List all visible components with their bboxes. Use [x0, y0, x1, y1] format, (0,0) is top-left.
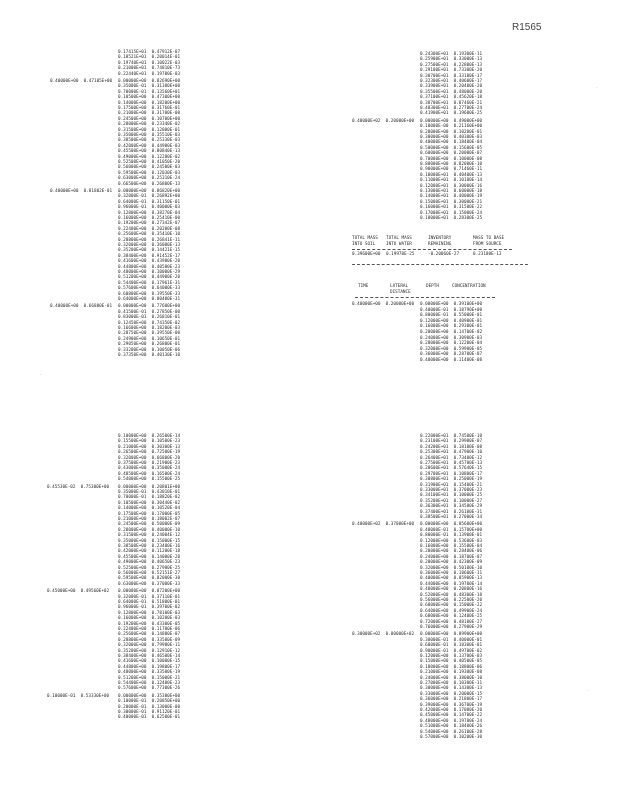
data-row: 0.36300E+01 0.34500E-29 [420, 504, 483, 510]
data-row: 0.32000E+00 0.36000E-13 [118, 243, 181, 248]
time-table-row: 0.20000E+00 0.14700E-02 [420, 330, 483, 335]
data-row: 0.57600E+00 0.64000E-33 [118, 286, 181, 292]
summary-value-inventory: -0.20060E-27 [428, 252, 460, 257]
data-row: 0.48500E+00 0.16500E-24 [118, 471, 181, 477]
data-row: 0.16000E+00 0.15500E-04 [420, 544, 483, 549]
data-row: 0.10000E-00 0.21160E+00 [420, 124, 483, 130]
data-row: 0.20000E-01 0.13000E-00 [118, 704, 181, 710]
data-row: 0.32000E+00 0.50100E-10 [420, 565, 483, 571]
data-row: 0.12800E+00 0.38270E-04 [118, 210, 181, 216]
data-row: 0.28600E+01 0.57640E-15 [420, 466, 483, 472]
block-label: 0.40000E+00 0.66880E-01 [50, 304, 113, 310]
block-label: 0.40000E+02 0.20000E+00 [352, 118, 415, 124]
data-row: 0.30700E+01 0.33100E-17 [420, 73, 483, 79]
data-row: 0.14000E+01 0.40000E-19 [420, 194, 483, 200]
data-row: 0.96000E-01 0.40000E-03 [118, 205, 181, 211]
data-row: 0.48000E+00 0.10000E-29 [118, 270, 181, 275]
data-row: 0.36000E+00 0.18600E-11 [420, 571, 483, 576]
summary-rule [352, 249, 512, 250]
data-row: 0.10000E+00 0.26500E-14 [118, 434, 181, 439]
data-row: 0.38400E+00 0.46500E-14 [118, 654, 181, 659]
data-row: 0.64000E+00 0.49900E-24 [420, 608, 483, 614]
data-row: 0.63000E+00 0.25310E-24 [118, 176, 181, 182]
block-label: 0.40000E+00 0.81802E-01 [50, 189, 113, 194]
time-table-row: 0.80000E-01 0.55000E-01 [420, 313, 483, 319]
data-row: 0.76000E+00 0.27900E-29 [420, 625, 483, 630]
data-row: 0.37400E+01 0.26100E-31 [420, 509, 483, 515]
block-label: 0.45530E-02 0.75300E+00 [47, 484, 110, 490]
summary-value-water: 0.19970E-25 [386, 252, 415, 257]
data-row: 0.80000E+00 0.82000E-10 [420, 162, 483, 167]
data-row: 0.37100E+01 0.45620E-18 [420, 95, 483, 101]
data-row: 0.16000E+01 0.31500E-22 [420, 205, 483, 211]
data-row: 0.45500E+00 0.80840E-13 [118, 149, 181, 155]
data-row: 0.38500E+01 0.27000E-34 [420, 515, 483, 520]
data-row: 0.20000E+00 0.10200E-01 [420, 129, 483, 135]
data-row: 0.00000E+00 0.20801E+00 [118, 484, 181, 490]
data-row: 0.90000E-01 0.49700E-02 [420, 648, 483, 654]
data-row: 0.41500E-01 0.27850E-00 [118, 309, 181, 315]
summary-header-base: MASS TO BASE FROM SOURCE [473, 236, 505, 247]
data-row: 0.34100E+01 0.10000E-25 [420, 493, 483, 499]
data-row: 0.26400E+01 0.73400E-12 [420, 455, 483, 461]
data-row: 0.21000E+00 0.31700E-00 [118, 111, 181, 117]
data-row: 0.41600E+00 0.43980E-20 [118, 259, 181, 265]
time-table-row: 0.40000E-01 0.18790E+00 [420, 307, 483, 313]
data-row: 0.28000E+00 0.42300E-09 [420, 560, 483, 566]
data-row: 0.42000E+00 0.17000E-20 [420, 708, 483, 713]
data-row: 0.37500E+00 0.21900E-23 [118, 461, 181, 466]
data-row: 0.50000E+00 0.15600E-05 [420, 145, 483, 151]
data-row: 0.00000E+00 0.77600E+00 [118, 304, 181, 310]
data-row: 0.37350E+00 0.40130E-10 [118, 353, 181, 358]
data-row: 0.00000E+00 0.85600E+00 [420, 522, 483, 528]
time-table-row: 0.28000E+00 0.12200E-04 [420, 341, 483, 347]
data-row: 0.41900E+01 0.19600E-25 [420, 111, 483, 117]
data-row: 0.40000E+00 0.18400E-04 [420, 140, 483, 146]
data-row: 0.22440E+01 0.19700E-03 [118, 71, 181, 77]
data-row: 0.60000E+00 0.15000E-22 [420, 603, 483, 609]
data-row: 0.30000E-01 0.91120E-01 [118, 710, 181, 715]
data-row: 0.35000E+00 0.15000E-15 [118, 538, 181, 544]
data-row: 0.33200E+00 0.10050E-06 [118, 347, 181, 353]
data-row: 0.21000E+00 0.19300E-08 [420, 670, 483, 676]
data-row: 0.54400E+00 0.12400E-23 [118, 681, 181, 686]
data-row: 0.72000E+00 0.48100E-27 [420, 619, 483, 625]
time-table-label: 0.40000E+00 0.20000E+00 [352, 302, 415, 307]
data-row: 0.21000E+00 0.18002E-07 [118, 517, 181, 522]
data-row: 0.24300E+01 0.19300E-11 [420, 52, 483, 57]
data-row: 0.16000E+00 0.10200E-03 [118, 616, 181, 622]
time-table-row: 0.16000E+00 0.29300E-01 [420, 324, 483, 330]
data-row: 0.16000E+00 0.25410E-00 [118, 216, 181, 221]
data-row: 0.31900E+01 0.15400E-21 [420, 482, 483, 488]
data-row: 0.00000E+00 0.86820E+00 [118, 189, 181, 194]
data-row: 0.35000E-01 0.43010E-01 [118, 490, 181, 495]
data-row: 0.59500E+00 0.82000E-30 [118, 576, 181, 582]
data-row: 0.25600E+00 0.14800E-07 [118, 632, 181, 638]
data-row: 0.22400E+00 0.11700E-06 [118, 627, 181, 632]
data-row: 0.16600E+00 0.18200E-03 [118, 326, 181, 331]
data-row: 0.38500E+00 0.23400E-16 [118, 544, 181, 549]
data-row: 0.43000E+00 0.35000E-24 [118, 466, 181, 472]
data-row: 0.15500E+00 0.10500E-23 [118, 439, 181, 445]
time-table-row: 0.32000E+00 0.59900E-05 [420, 346, 483, 352]
scan-speck-top-right: · [596, 85, 598, 91]
data-row: 0.00000E+00 0.87200E+00 [118, 589, 181, 595]
data-row: 0.54000E+00 0.15500E-25 [118, 477, 181, 483]
data-row: 0.48000E+00 0.20800E-16 [420, 587, 483, 593]
data-row: 0.00000E+00 0.35380E+00 [118, 693, 181, 699]
depth-header: DEPTH [426, 284, 439, 289]
data-row: 0.14000E+00 0.18200E+00 [118, 100, 181, 106]
time-table-row: 0.24000E+00 0.30900E-03 [420, 335, 483, 341]
data-row: 0.23100E+01 0.29900E-07 [420, 439, 483, 445]
data-row: 0.12450E+00 0.74350E-02 [118, 320, 181, 326]
data-row: 0.56000E+00 0.22500E-20 [420, 598, 483, 603]
data-row: 0.22400E+00 0.20200E-08 [118, 226, 181, 232]
data-row: 0.49000E+00 0.40650E-23 [118, 560, 181, 566]
data-row: 0.56000E+00 0.52151E-27 [118, 571, 181, 576]
data-row: 0.60000E+00 0.20000E-07 [420, 151, 483, 157]
data-row: 0.83000E-01 0.26810E-01 [118, 315, 181, 321]
data-row: 0.12000E+00 0.13700E-03 [420, 654, 483, 659]
data-row: 0.44800E+00 0.19800E-17 [118, 664, 181, 670]
data-row: 0.80000E-01 0.13900E-01 [420, 533, 483, 539]
time-table-row: 0.00000E+00 0.39100E+00 [420, 302, 483, 307]
data-row: 0.12800E+00 0.78100E-03 [118, 610, 181, 616]
block-label: 0.30000E+02 0.80000E+02 [352, 632, 415, 638]
data-row: 0.20750E+00 0.39550E-00 [118, 331, 181, 337]
data-row: 0.32000E-01 0.26892E+00 [118, 194, 181, 200]
data-row: 0.33000E+00 0.20000E-15 [420, 691, 483, 697]
data-row: 0.25900E+01 0.33000E-13 [420, 57, 483, 63]
data-row: 0.00000E+00 0.49000E+00 [420, 118, 483, 124]
data-row: 0.27000E+00 0.10300E-11 [420, 681, 483, 686]
summary-header-inventory: INVENTORY REMAINING [428, 236, 452, 247]
data-row: 0.28800E+00 0.26841E-11 [118, 237, 181, 243]
concentration-header: CONCENTRATION [452, 284, 486, 289]
data-row: 0.70000E-01 0.13560E+01 [118, 89, 181, 95]
data-row: 0.19200E+00 0.27342E-07 [118, 221, 181, 227]
data-row: 0.52500E+00 0.41050E-20 [118, 160, 181, 165]
data-row: 0.24500E+00 0.10700E+00 [118, 116, 181, 122]
data-row: 0.38400E+00 0.91452E-17 [118, 253, 181, 259]
data-row: 0.20000E+00 0.28400E-06 [420, 549, 483, 555]
time-header: TIME [358, 284, 369, 289]
data-row: 0.70000E+00 0.10000E-08 [420, 156, 483, 162]
data-row: 0.35200E+01 0.10000E-27 [420, 498, 483, 504]
data-row: 0.48000E+00 0.19700E-24 [420, 718, 483, 724]
data-row: 0.17000E+01 0.15000E-24 [420, 210, 483, 216]
data-row: 0.18000E+00 0.18800E-06 [420, 664, 483, 670]
data-row: 0.24000E+00 0.18700E-07 [420, 554, 483, 560]
data-row: 0.44000E+00 0.19700E-14 [420, 581, 483, 587]
data-row: 0.25600E+00 0.35410E-10 [118, 232, 181, 238]
block-label: 0.45000E+00 0.49560E+02 [47, 589, 110, 595]
data-row: 0.54400E+00 0.17961E-31 [118, 280, 181, 286]
data-row: 0.14000E+00 0.10520E-04 [118, 506, 181, 512]
data-row: 0.66500E+00 0.26800E-13 [118, 181, 181, 187]
data-row: 0.21000E+01 0.74810E-73 [118, 66, 181, 72]
data-row: 0.31500E+00 0.12000E-01 [118, 127, 181, 133]
data-row: 0.10500E+00 0.30440E-02 [118, 500, 181, 506]
time-table-row: 0.12000E+00 0.40900E-01 [420, 318, 483, 324]
data-row: 0.96000E-01 0.39700E-02 [118, 605, 181, 611]
data-row: 0.28000E+00 0.40000E-10 [118, 527, 181, 533]
summary-value-soil: 0.39600E+00 [352, 252, 381, 257]
data-row: 0.39000E+00 0.36700E-19 [420, 702, 483, 708]
data-row: 0.36000E+00 0.21800E-17 [420, 697, 483, 703]
data-row: 0.57000E+00 0.10200E-30 [420, 735, 483, 740]
page-id: R1565 [512, 22, 542, 33]
data-row: 0.38500E+00 0.25330E-03 [118, 138, 181, 144]
data-row: 0.40000E+00 0.85900E-13 [420, 576, 483, 582]
data-row: 0.24000E+00 0.38000E-10 [420, 675, 483, 681]
data-row: 0.38700E+01 0.87460E-21 [420, 100, 483, 106]
data-row: 0.22000E+01 0.74500E-10 [420, 434, 483, 439]
data-row: 0.30000E+00 0.14300E-13 [420, 686, 483, 692]
data-row: 0.54000E+00 0.26100E-28 [420, 729, 483, 735]
summary-bottom-rule [352, 264, 528, 265]
data-row: 0.29050E+00 0.26800E-01 [118, 342, 181, 348]
data-row: 0.28800E+00 0.33500E-09 [118, 637, 181, 643]
data-row: 0.64000E+00 0.80400E-31 [118, 297, 181, 302]
data-row: 0.64000E-01 0.31150E-01 [118, 199, 181, 205]
time-table-row: 0.40000E+00 0.11400E-08 [420, 358, 483, 363]
data-row: 0.41600E+00 0.10000E-15 [118, 659, 181, 665]
data-row: 0.15000E+00 0.40500E-05 [420, 659, 483, 665]
data-row: 0.40000E-01 0.62500E-01 [118, 715, 181, 721]
data-row: 0.29100E+01 0.73300E-20 [420, 68, 483, 74]
data-row: 0.60800E+00 0.19550E-33 [118, 291, 181, 297]
data-row: 0.35200E+00 0.12910E-12 [118, 648, 181, 654]
data-row: 0.24200E+01 0.18100E-08 [420, 444, 483, 450]
data-row: 0.10000E-01 0.20850E+00 [118, 699, 181, 705]
data-row: 0.42000E+00 0.44900E-03 [118, 143, 181, 149]
data-row: 0.49000E+00 0.12280E-02 [118, 154, 181, 160]
data-row: 0.10500E+00 0.47300E+00 [118, 95, 181, 101]
data-row: 0.10000E+01 0.40400E-13 [420, 172, 483, 178]
data-row: 0.30000E+00 0.40300E-03 [420, 135, 483, 140]
data-row: 0.18000E+01 0.28300E-25 [420, 216, 483, 221]
data-row: 0.52500E+00 0.27980E-25 [118, 565, 181, 571]
block-label: 0.40000E+02 0.37000E+00 [352, 522, 415, 528]
data-row: 0.27500E+01 0.22800E-13 [420, 62, 483, 68]
summary-header-soil: TOTAL MASS INTO SOIL [352, 236, 378, 247]
data-row: 0.57600E+00 0.77300E-26 [118, 686, 181, 692]
scan-speck-bottom-right: · [588, 688, 590, 694]
data-row: 0.33000E+01 0.37000E-23 [420, 488, 483, 493]
time-table-row: 0.36000E+00 0.28700E-07 [420, 352, 483, 358]
data-row: 0.51200E+00 0.44900E-20 [118, 275, 181, 281]
data-row: 0.17500E+00 0.17000E-05 [118, 511, 181, 517]
data-row: 0.44800E+00 0.40580E-23 [118, 264, 181, 270]
data-row: 0.51200E+00 0.15000E-21 [118, 675, 181, 681]
data-row: 0.40000E-01 0.15700E+00 [420, 527, 483, 533]
lateral-distance-header: LATERAL DISTANCE [390, 284, 411, 295]
data-row: 0.00000E+00 0.82690E+00 [118, 79, 181, 84]
data-row: 0.64000E-01 0.51800E-01 [118, 600, 181, 605]
data-row: 0.40300E+01 0.27700E-24 [420, 106, 483, 111]
data-row: 0.32000E+00 0.66800E-20 [118, 455, 181, 461]
data-row: 0.12000E+00 0.53600E-03 [420, 538, 483, 544]
data-row: 0.30800E+01 0.25000E-19 [420, 477, 483, 483]
data-row: 0.33900E+01 0.20400E-20 [420, 84, 483, 90]
data-row: 0.11000E+01 0.10100E-14 [420, 178, 483, 184]
data-row: 0.32300E+01 0.40600E-17 [420, 79, 483, 84]
data-row: 0.28000E+00 0.23340E-02 [118, 122, 181, 128]
scan-speck-left: · [40, 372, 42, 378]
data-row: 0.18521E+01 0.20014E-01 [118, 55, 181, 61]
data-row: 0.45500E+00 0.14000E-20 [118, 554, 181, 560]
data-row: 0.35500E+01 0.48000E-20 [420, 89, 483, 95]
data-row: 0.17500E+00 0.31760E-01 [118, 106, 181, 111]
data-row: 0.19740E+01 0.10022E-03 [118, 60, 181, 66]
summary-value-base: 0.23180E-13 [473, 252, 502, 257]
data-row: 0.24900E+00 0.10650E-01 [118, 336, 181, 342]
data-row: 0.19200E+00 0.43300E-05 [118, 621, 181, 627]
data-row: 0.48000E+00 0.33500E-19 [118, 670, 181, 676]
data-row: 0.52000E+00 0.48300E-18 [420, 592, 483, 598]
data-row: 0.32000E+00 0.79980E-11 [118, 643, 181, 649]
data-row: 0.35000E+00 0.35510E-03 [118, 133, 181, 138]
data-row: 0.56000E+00 0.24500E-03 [118, 165, 181, 171]
data-row: 0.35200E+00 0.14421E-15 [118, 248, 181, 254]
block-label: 0.40000E+00 0.47105E+00 [50, 79, 113, 84]
data-row: 0.59500E+00 0.12030E-03 [118, 170, 181, 176]
data-row: 0.26500E+00 0.72500E-19 [118, 450, 181, 456]
data-row: 0.24500E+00 0.50000E-09 [118, 522, 181, 528]
data-row: 0.70000E-01 0.18820E-02 [118, 495, 181, 501]
data-row: 0.30000E-01 0.40000E-01 [420, 637, 483, 643]
data-row: 0.32000E-01 0.37110E-01 [118, 594, 181, 600]
data-row: 0.13000E+01 0.60000E-18 [420, 189, 483, 194]
data-row: 0.27500E+01 0.45700E-13 [420, 461, 483, 466]
data-row: 0.63000E+00 0.37000E-33 [118, 581, 181, 587]
time-table-rule [355, 297, 495, 298]
data-row: 0.21000E+00 0.30300E-13 [118, 444, 181, 450]
data-row: 0.45000E+00 0.14700E-22 [420, 713, 483, 719]
data-row: 0.00000E+00 0.89900E+00 [420, 632, 483, 638]
data-row: 0.42000E+00 0.11200E-18 [118, 549, 181, 555]
data-row: 0.35000E-01 0.31380E+00 [118, 84, 181, 90]
summary-header-water: TOTAL MASS INTO WATER [386, 236, 412, 247]
data-row: 0.15000E+01 0.30000E-21 [420, 199, 483, 205]
data-row: 0.51000E+00 0.18400E-26 [420, 724, 483, 730]
data-row: 0.31500E+00 0.24004E-12 [118, 533, 181, 539]
data-row: 0.17415E+01 0.47912E-07 [118, 50, 181, 55]
data-row: 0.12000E+01 0.30000E-16 [420, 183, 483, 189]
data-row: 0.68000E+00 0.12400E-25 [420, 614, 483, 620]
data-row: 0.29700E+01 0.10800E-17 [420, 471, 483, 477]
data-row: 0.60000E-01 0.18300E-01 [420, 643, 483, 649]
data-row: 0.90000E+00 0.71460E-11 [420, 167, 483, 173]
data-row: 0.25300E+01 0.47900E-10 [420, 450, 483, 456]
block-label: 0.10000E-01 0.53330E+00 [47, 693, 110, 699]
